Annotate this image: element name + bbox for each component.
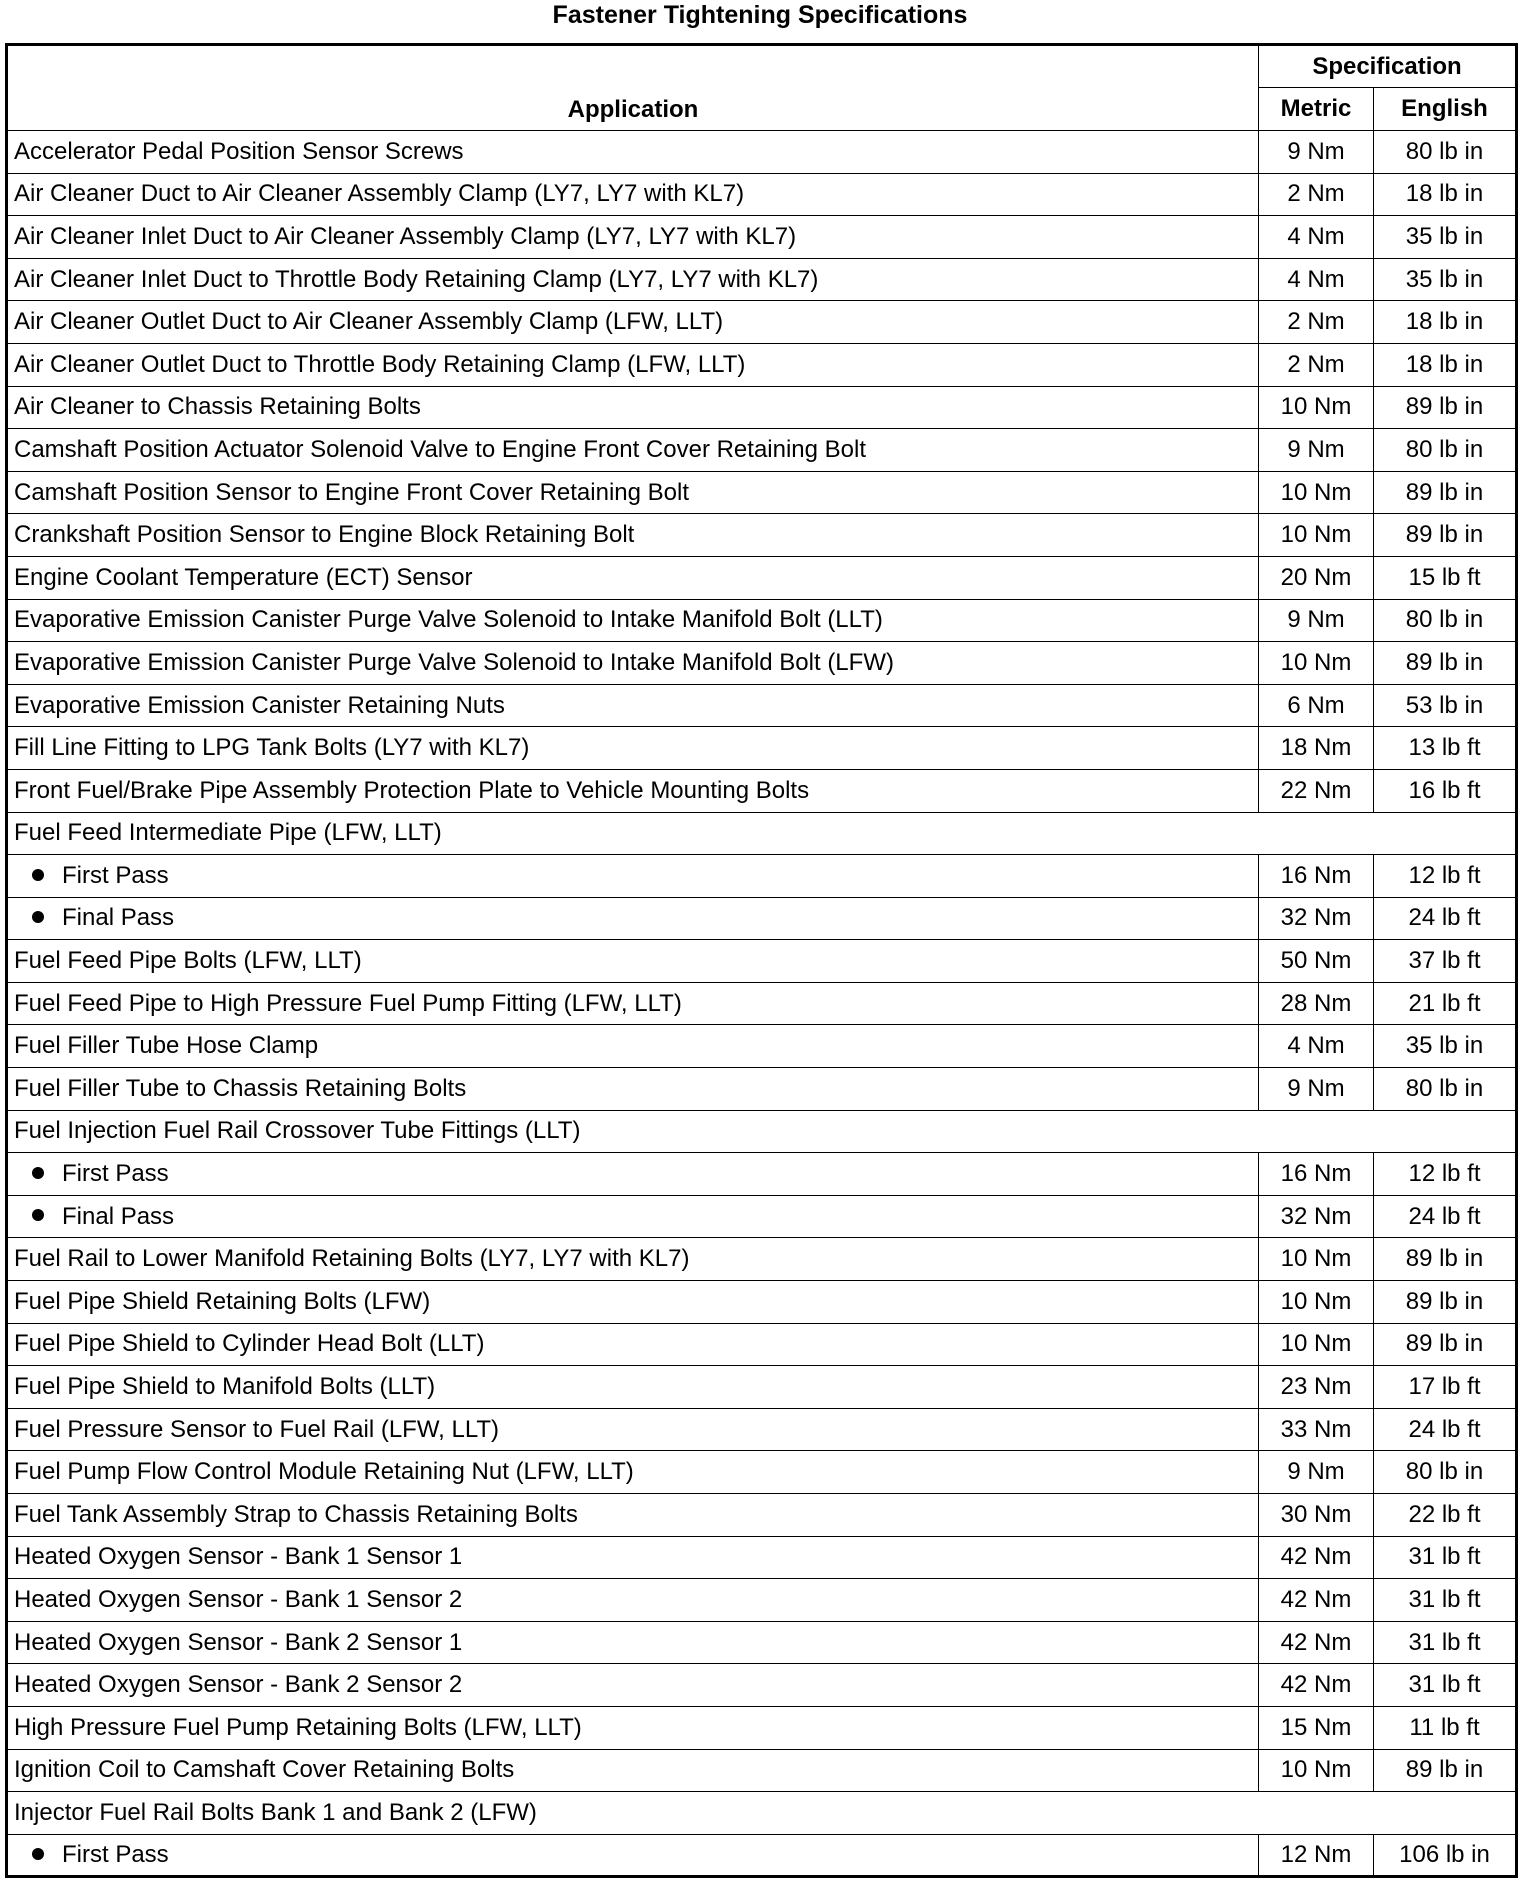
application-cell	[7, 940, 1259, 983]
application-label: Fuel Tank Assembly Strap to Chassis Retaining Bolts	[14, 1500, 578, 1528]
english-cell: 18 lb in	[1374, 343, 1517, 386]
application-label: Accelerator Pedal Position Sensor Screws	[14, 137, 464, 165]
english-cell: 24 lb ft	[1374, 1408, 1517, 1451]
metric-cell: 50 Nm	[1259, 940, 1374, 983]
english-cell: 31 lb ft	[1374, 1536, 1517, 1579]
application-label: Fuel Injection Fuel Rail Crossover Tube Fittings (LLT)	[14, 1117, 581, 1145]
metric-cell: 10 Nm	[1259, 386, 1374, 429]
application-cell	[7, 386, 1259, 429]
english-cell: 80 lb in	[1374, 429, 1517, 472]
english-cell: 31 lb ft	[1374, 1664, 1517, 1707]
application-label: Fuel Pipe Shield Retaining Bolts (LFW)	[14, 1287, 431, 1315]
application-label: First Pass	[62, 1160, 169, 1188]
english-cell: 80 lb in	[1374, 599, 1517, 642]
application-cell	[7, 642, 1259, 685]
application-label: Fuel Rail to Lower Manifold Retaining Bolts (LY7, LY7 with KL7)	[14, 1245, 690, 1273]
application-label: Air Cleaner Inlet Duct to Air Cleaner Assembly Clamp (LY7, LY7 with KL7)	[14, 222, 797, 250]
table-row	[7, 1706, 1517, 1749]
application-label: Final Pass	[62, 904, 175, 932]
metric-cell: 12 Nm	[1259, 1834, 1374, 1877]
application-label: Fuel Feed Pipe Bolts (LFW, LLT)	[14, 947, 362, 975]
sub-row	[7, 855, 1517, 898]
english-cell: 31 lb ft	[1374, 1621, 1517, 1664]
application-cell	[7, 1110, 1517, 1153]
metric-cell: 23 Nm	[1259, 1366, 1374, 1409]
english-cell: 16 lb ft	[1374, 769, 1517, 812]
table-row	[7, 343, 1517, 386]
table-row	[7, 769, 1517, 812]
application-cell	[7, 301, 1259, 344]
table-row	[7, 301, 1517, 344]
metric-cell: 10 Nm	[1259, 1323, 1374, 1366]
application-cell	[7, 556, 1259, 599]
metric-cell: 10 Nm	[1259, 1749, 1374, 1792]
metric-cell: 32 Nm	[1259, 1195, 1374, 1238]
application-label: Air Cleaner to Chassis Retaining Bolts	[14, 393, 421, 421]
application-cell	[7, 1664, 1259, 1707]
metric-cell: 4 Nm	[1259, 1025, 1374, 1068]
table-row	[7, 1451, 1517, 1494]
application-cell	[7, 1153, 1259, 1196]
application-label: Fuel Pipe Shield to Manifold Bolts (LLT)	[14, 1373, 436, 1401]
english-cell: 24 lb ft	[1374, 1195, 1517, 1238]
metric-cell: 20 Nm	[1259, 556, 1374, 599]
application-cell	[7, 1068, 1259, 1111]
table-row	[7, 1579, 1517, 1622]
application-label: Air Cleaner Outlet Duct to Air Cleaner Assembly Clamp (LFW, LLT)	[14, 308, 724, 336]
application-label: Fill Line Fitting to LPG Tank Bolts (LY7 with KL7)	[14, 734, 530, 762]
english-cell: 24 lb ft	[1374, 897, 1517, 940]
application-label: Camshaft Position Actuator Solenoid Valve to Engine Front Cover Retaining Bolt	[14, 435, 867, 463]
application-cell	[7, 1579, 1259, 1622]
english-cell: 35 lb in	[1374, 1025, 1517, 1068]
english-cell: 53 lb in	[1374, 684, 1517, 727]
application-label: Fuel Filler Tube Hose Clamp	[14, 1032, 319, 1060]
application-label: Injector Fuel Rail Bolts Bank 1 and Bank 2 (LFW)	[14, 1798, 537, 1826]
application-cell	[7, 514, 1259, 557]
english-cell: 89 lb in	[1374, 386, 1517, 429]
english-cell: 17 lb ft	[1374, 1366, 1517, 1409]
application-label: Fuel Filler Tube to Chassis Retaining Bolts	[14, 1074, 467, 1102]
metric-cell: 33 Nm	[1259, 1408, 1374, 1451]
application-label: Fuel Pump Flow Control Module Retaining Nut (LFW, LLT)	[14, 1458, 634, 1486]
english-cell: 31 lb ft	[1374, 1579, 1517, 1622]
table-row	[7, 173, 1517, 216]
metric-cell: 16 Nm	[1259, 855, 1374, 898]
bullet-icon	[32, 1848, 44, 1860]
application-label: First Pass	[62, 1841, 169, 1869]
table-row	[7, 1621, 1517, 1664]
application-header: Application	[7, 45, 1259, 131]
group-row	[7, 1792, 1517, 1835]
bullet-icon	[32, 1209, 44, 1221]
table-row	[7, 1238, 1517, 1281]
metric-cell: 28 Nm	[1259, 982, 1374, 1025]
table-row	[7, 982, 1517, 1025]
metric-cell: 42 Nm	[1259, 1536, 1374, 1579]
bullet-icon	[32, 869, 44, 881]
english-cell: 35 lb in	[1374, 216, 1517, 259]
application-cell	[7, 471, 1259, 514]
metric-cell: 6 Nm	[1259, 684, 1374, 727]
application-label: Evaporative Emission Canister Retaining Nuts	[14, 691, 505, 719]
application-cell	[7, 812, 1517, 855]
table-row	[7, 1366, 1517, 1409]
english-cell: 35 lb in	[1374, 258, 1517, 301]
english-cell: 13 lb ft	[1374, 727, 1517, 770]
metric-cell: 10 Nm	[1259, 471, 1374, 514]
application-label: First Pass	[62, 861, 169, 889]
table-row	[7, 1749, 1517, 1792]
english-cell: 89 lb in	[1374, 1323, 1517, 1366]
application-label: High Pressure Fuel Pump Retaining Bolts (LFW, LLT)	[14, 1713, 582, 1741]
english-cell: 22 lb ft	[1374, 1494, 1517, 1537]
sub-row	[7, 1153, 1517, 1196]
metric-cell: 32 Nm	[1259, 897, 1374, 940]
application-cell	[7, 1025, 1259, 1068]
application-cell	[7, 1323, 1259, 1366]
application-label: Evaporative Emission Canister Purge Valve Solenoid to Intake Manifold Bolt (LLT)	[14, 606, 883, 634]
sub-row	[7, 897, 1517, 940]
metric-cell: 9 Nm	[1259, 1451, 1374, 1494]
application-cell	[7, 684, 1259, 727]
application-cell	[7, 429, 1259, 472]
application-cell	[7, 258, 1259, 301]
table-row	[7, 514, 1517, 557]
application-cell	[7, 131, 1259, 174]
table-row	[7, 727, 1517, 770]
table-row	[7, 386, 1517, 429]
english-header: English	[1374, 88, 1517, 131]
metric-cell: 18 Nm	[1259, 727, 1374, 770]
application-cell	[7, 1494, 1259, 1537]
specification-header: Specification	[1259, 45, 1517, 88]
application-cell	[7, 1621, 1259, 1664]
application-label: Final Pass	[62, 1202, 175, 1230]
metric-cell: 10 Nm	[1259, 1281, 1374, 1324]
application-cell	[7, 1281, 1259, 1324]
metric-cell: 22 Nm	[1259, 769, 1374, 812]
application-label: Air Cleaner Inlet Duct to Throttle Body Retaining Clamp (LY7, LY7 with KL7)	[14, 265, 819, 293]
group-row	[7, 1110, 1517, 1153]
application-cell	[7, 897, 1259, 940]
application-label: Camshaft Position Sensor to Engine Front Cover Retaining Bolt	[14, 478, 690, 506]
application-label: Heated Oxygen Sensor - Bank 2 Sensor 2	[14, 1671, 463, 1699]
table-row	[7, 1664, 1517, 1707]
table-row	[7, 429, 1517, 472]
table-body	[7, 131, 1517, 1877]
application-cell	[7, 1366, 1259, 1409]
english-cell: 89 lb in	[1374, 1238, 1517, 1281]
table-row	[7, 642, 1517, 685]
metric-cell: 10 Nm	[1259, 1238, 1374, 1281]
metric-cell: 2 Nm	[1259, 301, 1374, 344]
application-cell	[7, 1195, 1259, 1238]
metric-cell: 30 Nm	[1259, 1494, 1374, 1537]
english-cell: 37 lb ft	[1374, 940, 1517, 983]
metric-cell: 42 Nm	[1259, 1664, 1374, 1707]
table-row	[7, 940, 1517, 983]
english-cell: 80 lb in	[1374, 1068, 1517, 1111]
sub-row	[7, 1834, 1517, 1877]
english-cell: 11 lb ft	[1374, 1706, 1517, 1749]
metric-cell: 9 Nm	[1259, 1068, 1374, 1111]
metric-cell: 9 Nm	[1259, 131, 1374, 174]
application-label: Evaporative Emission Canister Purge Valve Solenoid to Intake Manifold Bolt (LFW)	[14, 648, 894, 676]
table-row	[7, 1281, 1517, 1324]
application-cell	[7, 1408, 1259, 1451]
table-row	[7, 1494, 1517, 1537]
group-row	[7, 812, 1517, 855]
application-cell	[7, 982, 1259, 1025]
application-label: Fuel Pressure Sensor to Fuel Rail (LFW, LLT)	[14, 1415, 500, 1443]
application-label: Ignition Coil to Camshaft Cover Retaining Bolts	[14, 1756, 515, 1784]
metric-cell: 2 Nm	[1259, 173, 1374, 216]
bullet-icon	[32, 911, 44, 923]
english-cell: 80 lb in	[1374, 1451, 1517, 1494]
metric-cell: 10 Nm	[1259, 642, 1374, 685]
english-cell: 80 lb in	[1374, 131, 1517, 174]
table-row	[7, 556, 1517, 599]
table-row	[7, 599, 1517, 642]
metric-cell: 4 Nm	[1259, 258, 1374, 301]
application-cell	[7, 769, 1259, 812]
application-label: Heated Oxygen Sensor - Bank 1 Sensor 1	[14, 1543, 463, 1571]
metric-cell: 16 Nm	[1259, 1153, 1374, 1196]
english-cell: 106 lb in	[1374, 1834, 1517, 1877]
table-row	[7, 258, 1517, 301]
application-cell	[7, 343, 1259, 386]
english-cell: 12 lb ft	[1374, 1153, 1517, 1196]
english-cell: 15 lb ft	[1374, 556, 1517, 599]
application-cell	[7, 855, 1259, 898]
spec-table	[5, 43, 1518, 1878]
english-cell: 18 lb in	[1374, 173, 1517, 216]
metric-cell: 4 Nm	[1259, 216, 1374, 259]
table-row	[7, 1323, 1517, 1366]
english-cell: 89 lb in	[1374, 1749, 1517, 1792]
metric-header: Metric	[1259, 88, 1374, 131]
table-row	[7, 1025, 1517, 1068]
application-label: Air Cleaner Outlet Duct to Throttle Body Retaining Clamp (LFW, LLT)	[14, 350, 746, 378]
application-label: Heated Oxygen Sensor - Bank 2 Sensor 1	[14, 1628, 463, 1656]
application-label: Fuel Feed Pipe to High Pressure Fuel Pump Fitting (LFW, LLT)	[14, 989, 682, 1017]
english-cell: 89 lb in	[1374, 642, 1517, 685]
application-label: Air Cleaner Duct to Air Cleaner Assembly Clamp (LY7, LY7 with KL7)	[14, 180, 745, 208]
table-row	[7, 1068, 1517, 1111]
metric-cell: 9 Nm	[1259, 429, 1374, 472]
bullet-icon	[32, 1167, 44, 1179]
metric-cell: 42 Nm	[1259, 1579, 1374, 1622]
application-label: Fuel Pipe Shield to Cylinder Head Bolt (LLT)	[14, 1330, 485, 1358]
metric-cell: 9 Nm	[1259, 599, 1374, 642]
metric-cell: 42 Nm	[1259, 1621, 1374, 1664]
metric-cell: 10 Nm	[1259, 514, 1374, 557]
application-label: Heated Oxygen Sensor - Bank 1 Sensor 2	[14, 1585, 463, 1613]
application-label: Engine Coolant Temperature (ECT) Sensor	[14, 563, 473, 591]
application-cell	[7, 1706, 1259, 1749]
application-cell	[7, 1834, 1259, 1877]
application-cell	[7, 1451, 1259, 1494]
application-label: Front Fuel/Brake Pipe Assembly Protection Plate to Vehicle Mounting Bolts	[14, 776, 810, 804]
application-cell	[7, 727, 1259, 770]
english-cell: 89 lb in	[1374, 514, 1517, 557]
table-row	[7, 131, 1517, 174]
english-cell: 12 lb ft	[1374, 855, 1517, 898]
application-label: Fuel Feed Intermediate Pipe (LFW, LLT)	[14, 819, 442, 847]
metric-cell: 15 Nm	[1259, 1706, 1374, 1749]
application-cell	[7, 599, 1259, 642]
application-cell	[7, 1536, 1259, 1579]
application-cell	[7, 173, 1259, 216]
table-row	[7, 1408, 1517, 1451]
application-cell	[7, 1238, 1259, 1281]
english-cell: 89 lb in	[1374, 1281, 1517, 1324]
table-row	[7, 216, 1517, 259]
english-cell: 18 lb in	[1374, 301, 1517, 344]
english-cell: 89 lb in	[1374, 471, 1517, 514]
application-cell	[7, 1792, 1517, 1835]
document-title: Fastener Tightening Specifications	[552, 1, 968, 29]
table-row	[7, 684, 1517, 727]
english-cell: 21 lb ft	[1374, 982, 1517, 1025]
application-label: Crankshaft Position Sensor to Engine Block Retaining Bolt	[14, 521, 635, 549]
table-row	[7, 471, 1517, 514]
table-row	[7, 1536, 1517, 1579]
sub-row	[7, 1195, 1517, 1238]
application-cell	[7, 216, 1259, 259]
application-cell	[7, 1749, 1259, 1792]
metric-cell: 2 Nm	[1259, 343, 1374, 386]
